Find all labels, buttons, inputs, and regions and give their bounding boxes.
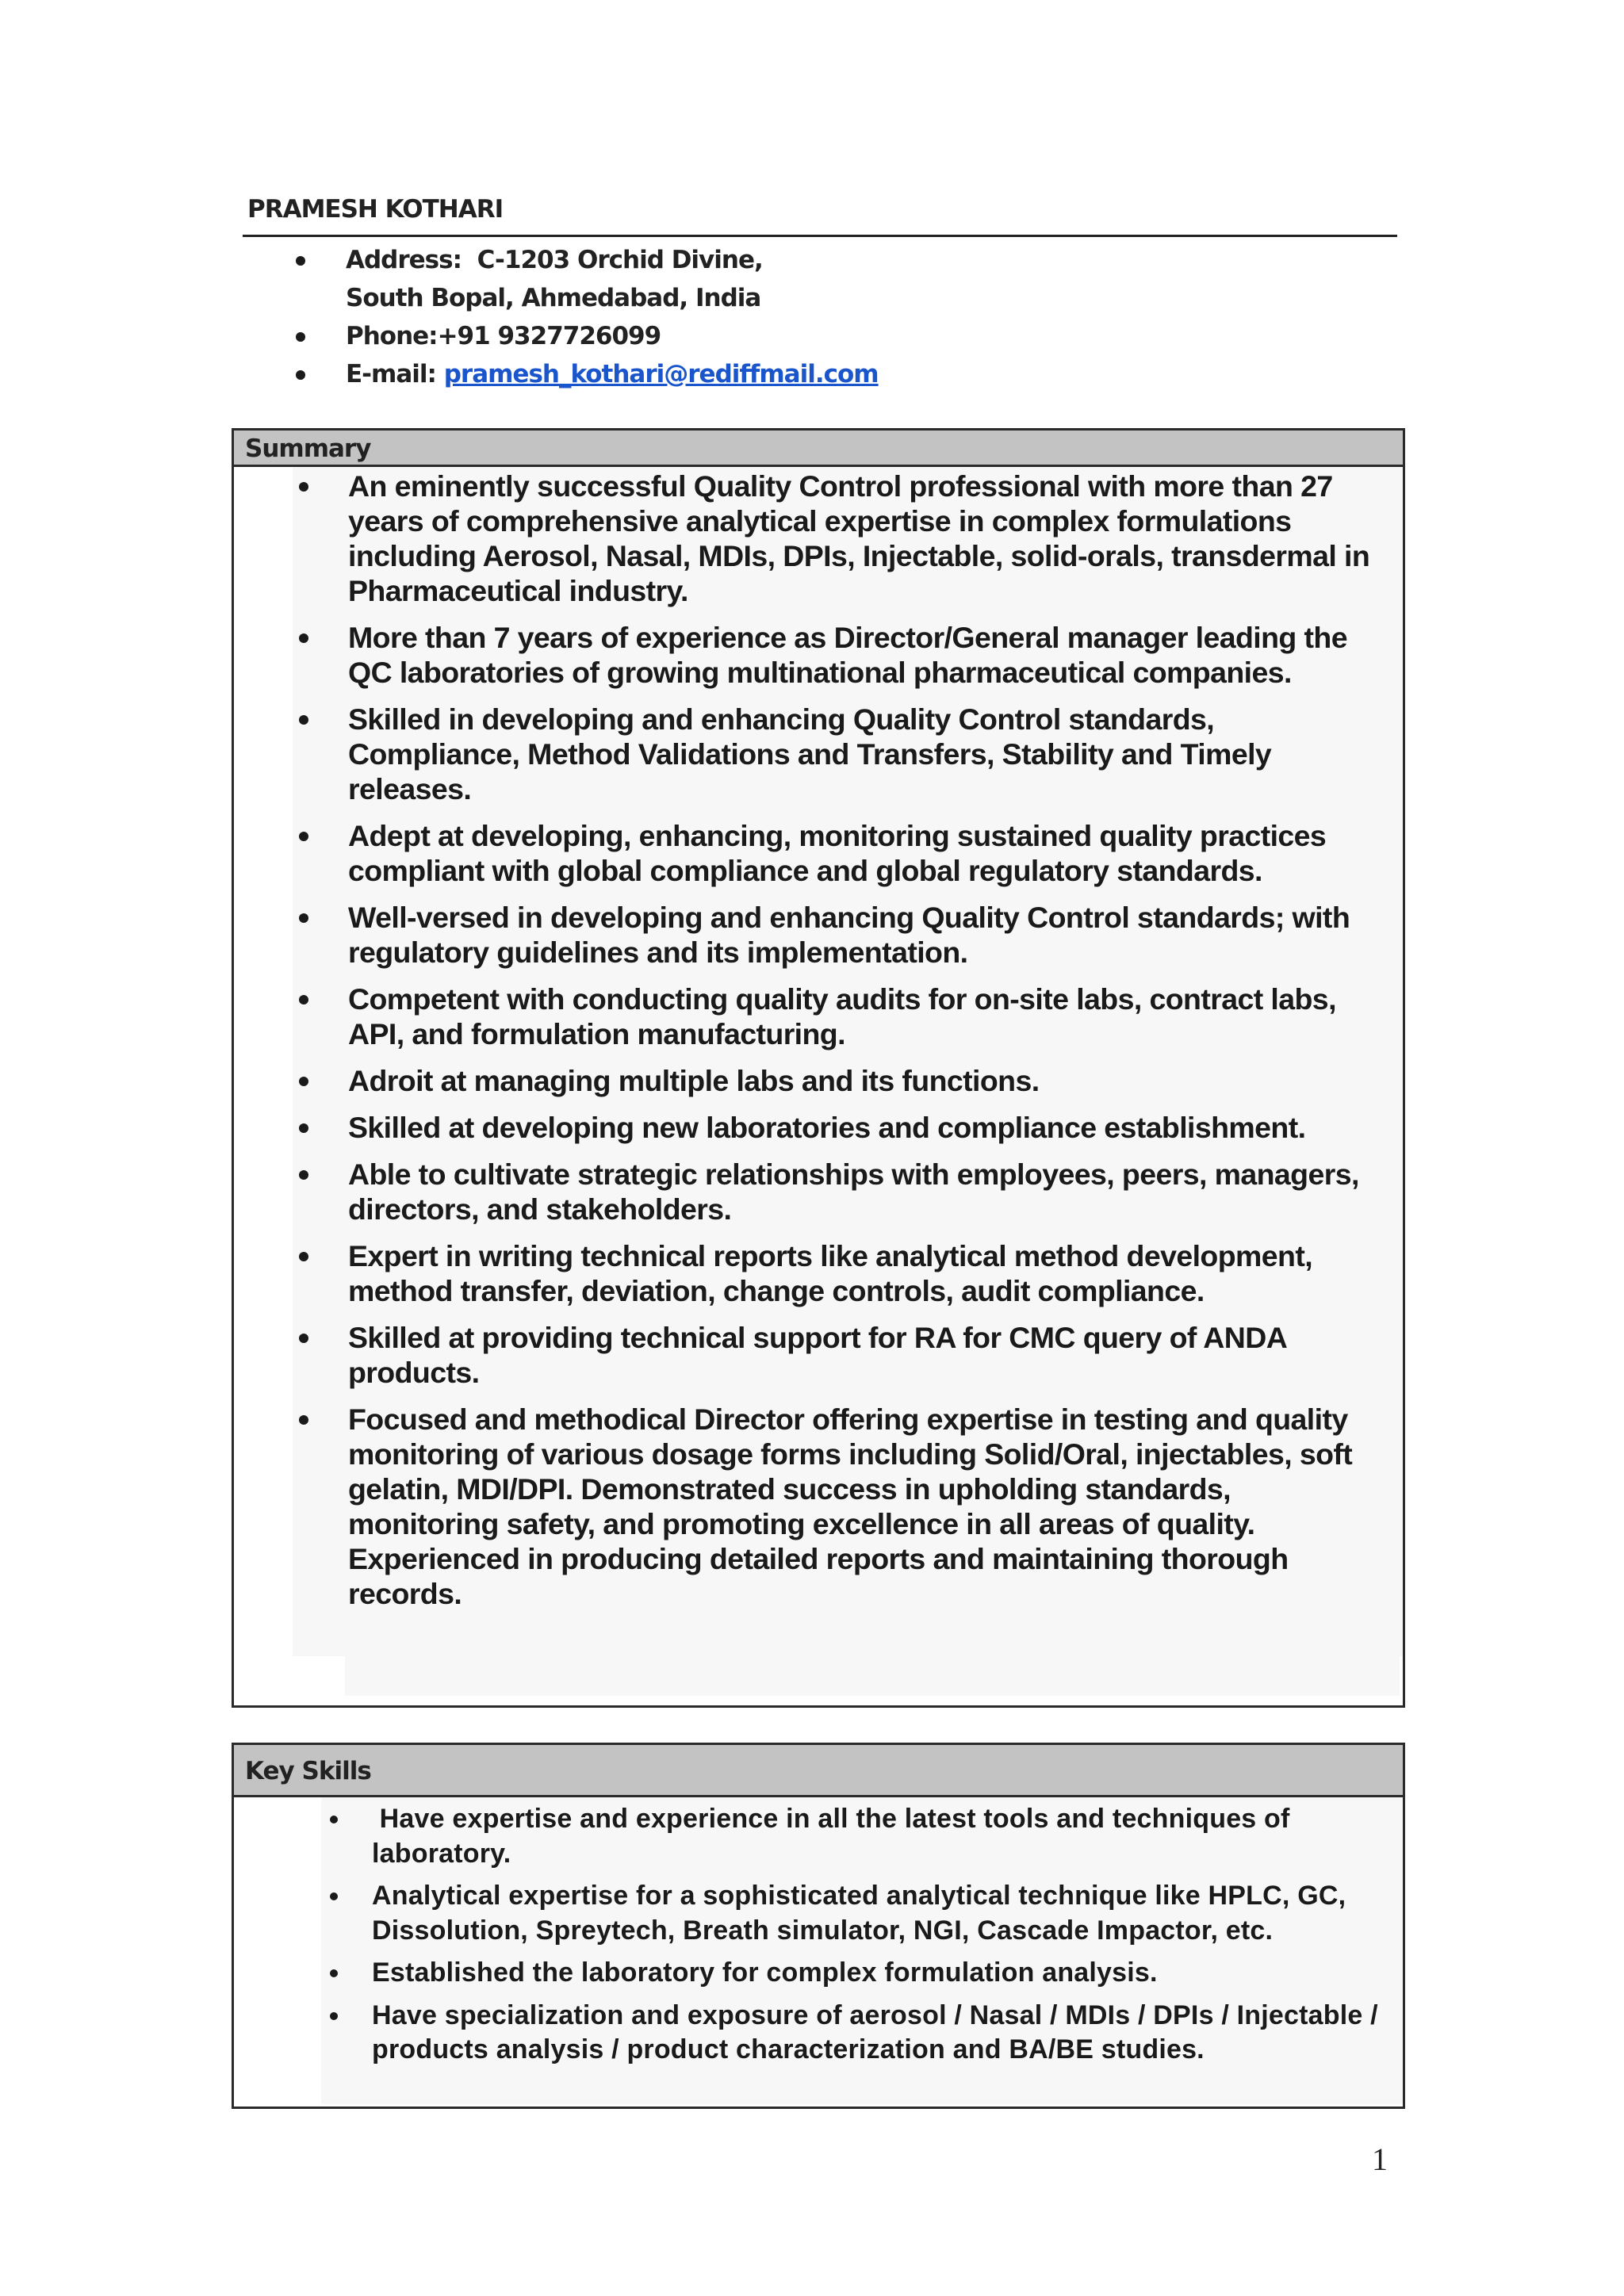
contact-phone xyxy=(298,317,1329,355)
summary-item: Adroit at managing multiple labs and its functions. xyxy=(348,1063,1387,1098)
contact-address xyxy=(298,241,1329,317)
summary-shading-tail xyxy=(345,1656,1400,1696)
key-skills-heading: Key Skills xyxy=(234,1745,1403,1797)
bullet-icon xyxy=(299,913,308,923)
contact-email xyxy=(298,355,1329,393)
email-label: E-mail: xyxy=(346,360,436,388)
page-number: 1 xyxy=(1372,2141,1388,2177)
bullet-icon xyxy=(299,1123,308,1133)
bullet-icon xyxy=(299,715,308,725)
email-link[interactable]: pramesh_kothari@rediffmail.com xyxy=(443,360,879,388)
summary-item: An eminently successful Quality Control professional with more than 27 years of comprehensive analytical expertise in complex formulations including Aerosol, Nasal, MDIs, DPIs, Injectable, solid-orals, transdermal in Pharmaceutical industry. xyxy=(348,469,1387,608)
bullet-icon xyxy=(299,995,308,1004)
key-skills-section xyxy=(232,1743,1405,2109)
bullet-icon xyxy=(296,332,305,342)
summary-item: Well-versed in developing and enhancing Quality Control standards; with regulatory guidelines and its implementation. xyxy=(348,900,1387,970)
summary-list xyxy=(348,469,1387,1623)
contact-list xyxy=(298,241,1329,393)
bullet-icon xyxy=(299,633,308,643)
summary-item: Expert in writing technical reports like analytical method development, method transfer, deviation, change controls, audit compliance. xyxy=(348,1238,1387,1308)
bullet-icon xyxy=(330,1816,338,1823)
summary-item: Skilled in developing and enhancing Quality Control standards, Compliance, Method Validations and Transfers, Stability and Timely releases. xyxy=(348,702,1387,806)
key-skill-item: Established the laboratory for complex formulation analysis. xyxy=(372,1956,1403,1991)
bullet-icon xyxy=(299,1252,308,1261)
bullet-icon xyxy=(330,1892,338,1900)
bullet-icon xyxy=(330,1969,338,1977)
summary-item: Focused and methodical Director offering expertise in testing and quality monitoring of various dosage forms including Solid/Oral, injectables, soft gelatin, MDI/DPI. Demonstrated success in upholding standards, monitoring safety, and promoting excellence in all areas of quality. Experienced in producing detailed reports and maintaining thorough records. xyxy=(348,1402,1387,1611)
address-line2: South Bopal, Ahmedabad, India xyxy=(346,284,761,312)
key-skill-item: Have specialization and exposure of aerosol / Nasal / MDIs / DPIs / Injectable / products analysis / product characterization and BA/BE studies. xyxy=(372,1999,1403,2068)
address-label: Address: xyxy=(346,246,462,274)
phone-number: +91 9327726099 xyxy=(437,322,661,350)
summary-item: Competent with conducting quality audits for on-site labs, contract labs, API, and formulation manufacturing. xyxy=(348,982,1387,1051)
name-divider xyxy=(243,235,1397,237)
key-skill-item: Analytical expertise for a sophisticated analytical technique like HPLC, GC, Dissolution, Spreytech, Breath simulator, NGI, Cascade Impactor, etc. xyxy=(372,1879,1403,1948)
bullet-icon xyxy=(299,482,308,492)
key-skill-item: Have expertise and experience in all the latest tools and techniques of laboratory. xyxy=(372,1802,1403,1871)
address-line1: C-1203 Orchid Divine, xyxy=(477,246,763,274)
bullet-icon xyxy=(299,832,308,841)
summary-section xyxy=(232,428,1405,1708)
summary-item: Skilled at developing new laboratories and compliance establishment. xyxy=(348,1110,1387,1145)
summary-item: Skilled at providing technical support for RA for CMC query of ANDA products. xyxy=(348,1320,1387,1390)
bullet-icon xyxy=(299,1415,308,1425)
bullet-icon xyxy=(299,1170,308,1180)
summary-item: More than 7 years of experience as Director/General manager leading the QC laboratories of growing multinational pharmaceutical companies. xyxy=(348,620,1387,690)
summary-item: Adept at developing, enhancing, monitoring sustained quality practices compliant with global compliance and global regulatory standards. xyxy=(348,818,1387,888)
summary-heading: Summary xyxy=(234,430,1403,467)
bullet-icon xyxy=(296,370,305,380)
bullet-icon xyxy=(296,256,305,266)
key-skills-list xyxy=(372,1802,1403,2076)
phone-label: Phone: xyxy=(346,322,438,350)
bullet-icon xyxy=(330,2012,338,2020)
candidate-name: PRAMESH KOTHARI xyxy=(247,195,504,224)
bullet-icon xyxy=(299,1077,308,1086)
bullet-icon xyxy=(299,1334,308,1343)
summary-item: Able to cultivate strategic relationships with employees, peers, managers, directors, and stakeholders. xyxy=(348,1157,1387,1226)
